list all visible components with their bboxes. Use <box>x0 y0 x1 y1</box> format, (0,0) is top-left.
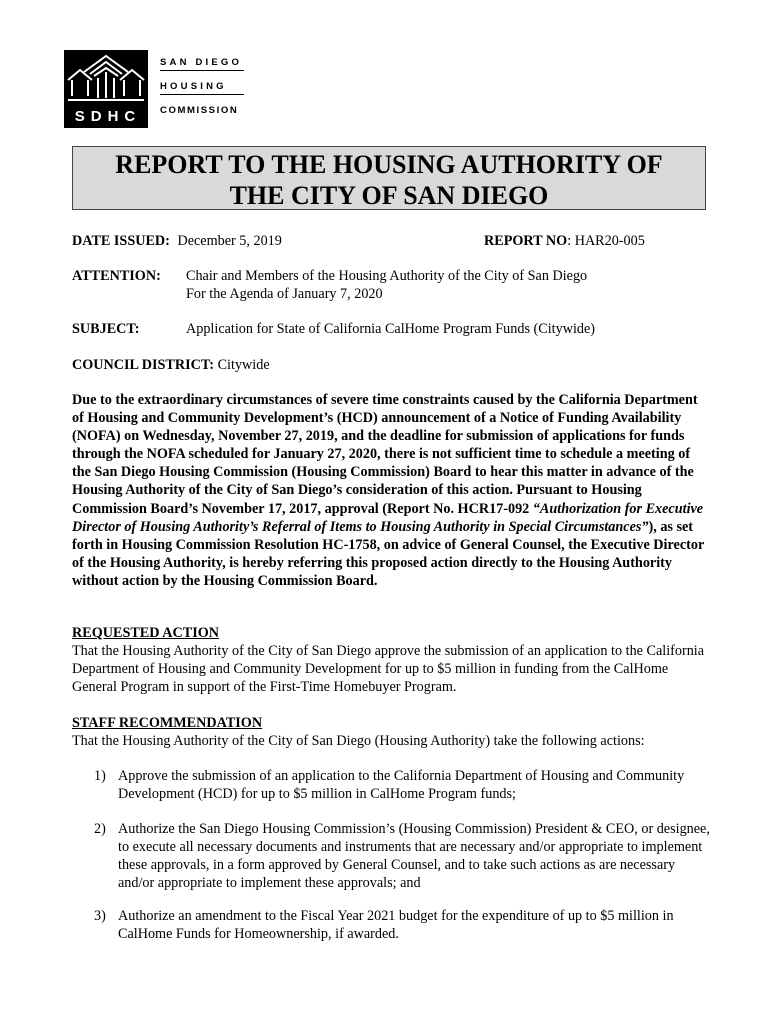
attention-label: ATTENTION: <box>72 268 161 284</box>
report-number-row <box>484 232 645 250</box>
recommendation-item-number: 2) <box>94 821 106 837</box>
logo-abbr: SDHC <box>74 108 142 125</box>
notice-text-part-1: Due to the extraordinary circumstances of severe time constraints caused by the California Department of Housing and Community Development’s (HCD) announcement of a Notice of Funding Availability (NOFA) on Wednesday, November 27, 2019, and the deadline for submission of applications for funds through the NOFA scheduled for January 27, 2020, there is not sufficient time to schedule a meeting of the San Diego Housing Commission (Housing Commission) Board to hear this matter in advance of the Housing Authority of the City of San Diego’s consideration of this action. Pursuant to Housing Commission Board’s November 17, 2017, approval (Report No. HCR17-092 <box>72 392 698 517</box>
council-district-label: COUNCIL DISTRICT: <box>72 357 215 373</box>
requested-action-section <box>72 624 712 696</box>
report-number-label: REPORT NO <box>484 233 568 249</box>
notice-text-part-2: ), as set forth in Housing Commission Resolution HC-1758, on advice of General Counsel, the Executive Director of the Housing Authority, is hereby referring this proposed action directly to the Housing Authority without action by the Housing Commission Board. <box>72 518 704 589</box>
attention-row <box>72 267 587 285</box>
report-title-box <box>72 146 706 210</box>
attention-line-1: Chair and Members of the Housing Authority of the City of San Diego <box>186 268 588 284</box>
subject-value: Application for State of California CalHome Program Funds (Citywide) <box>186 321 595 337</box>
council-district-value: Citywide <box>214 357 270 373</box>
recommendation-item-text: Approve the submission of an application to the California Department of Housing and Community Development (HCD) for up to $5 million in CalHome Program funds; <box>118 768 685 802</box>
requested-action-heading: REQUESTED ACTION <box>72 625 220 641</box>
subject-label: SUBJECT: <box>72 321 140 337</box>
date-issued-row <box>72 232 282 250</box>
recommendation-item-text: Authorize an amendment to the Fiscal Year 2021 budget for the expenditure of up to $5 million in CalHome Funds for Homeownership, if awarded. <box>118 908 674 942</box>
special-circumstances-notice <box>72 391 712 590</box>
recommendation-item-3 <box>94 907 714 943</box>
logo-line-san-diego: SAN DIEGO <box>160 56 244 71</box>
council-district-row <box>72 356 270 374</box>
date-issued-value: December 5, 2019 <box>177 233 282 249</box>
report-number-value: : HAR20-005 <box>567 233 645 249</box>
subject-row <box>72 320 595 338</box>
recommendation-item-number: 3) <box>94 908 106 924</box>
staff-recommendation-intro: That the Housing Authority of the City of San Diego (Housing Authority) take the following actions: <box>72 733 645 750</box>
recommendation-item-number: 1) <box>94 768 106 784</box>
report-title-line-1: REPORT TO THE HOUSING AUTHORITY OF <box>115 150 663 179</box>
recommendation-item-2 <box>94 820 714 892</box>
recommendation-item-text: Authorize the San Diego Housing Commission’s (Housing Commission) President & CEO, or designee, to execute all necessary documents and instruments that are necessary and/or appropriate to implement these approvals, in a form approved by General Counsel, and to take such actions as are necessary and/or appropriate to implement these approvals; and <box>118 821 710 891</box>
staff-recommendation-heading: STAFF RECOMMENDATION <box>72 715 263 731</box>
house-logo-icon <box>64 50 148 128</box>
sdhc-logo <box>64 50 254 130</box>
requested-action-body: That the Housing Authority of the City of San Diego approve the submission of an application to the California Department of Housing and Community Development for up to $5 million in funding from the CalHome General Program in support of the First-Time Homebuyer Program. <box>72 643 705 696</box>
recommendation-item-1 <box>94 767 714 803</box>
logo-line-commission: COMMISSION <box>160 105 239 116</box>
logo-line-housing: HOUSING <box>160 80 244 95</box>
attention-line-2: For the Agenda of January 7, 2020 <box>186 286 383 302</box>
notice-text-italic: “Authorization for Executive Director of Housing Authority’s Referral of Items to Housing Authority in Special Circumstances” <box>72 500 704 535</box>
staff-recommendation-section <box>72 714 712 750</box>
date-issued-label: DATE ISSUED: <box>72 233 170 249</box>
report-title-line-2: THE CITY OF SAN DIEGO <box>229 181 549 210</box>
